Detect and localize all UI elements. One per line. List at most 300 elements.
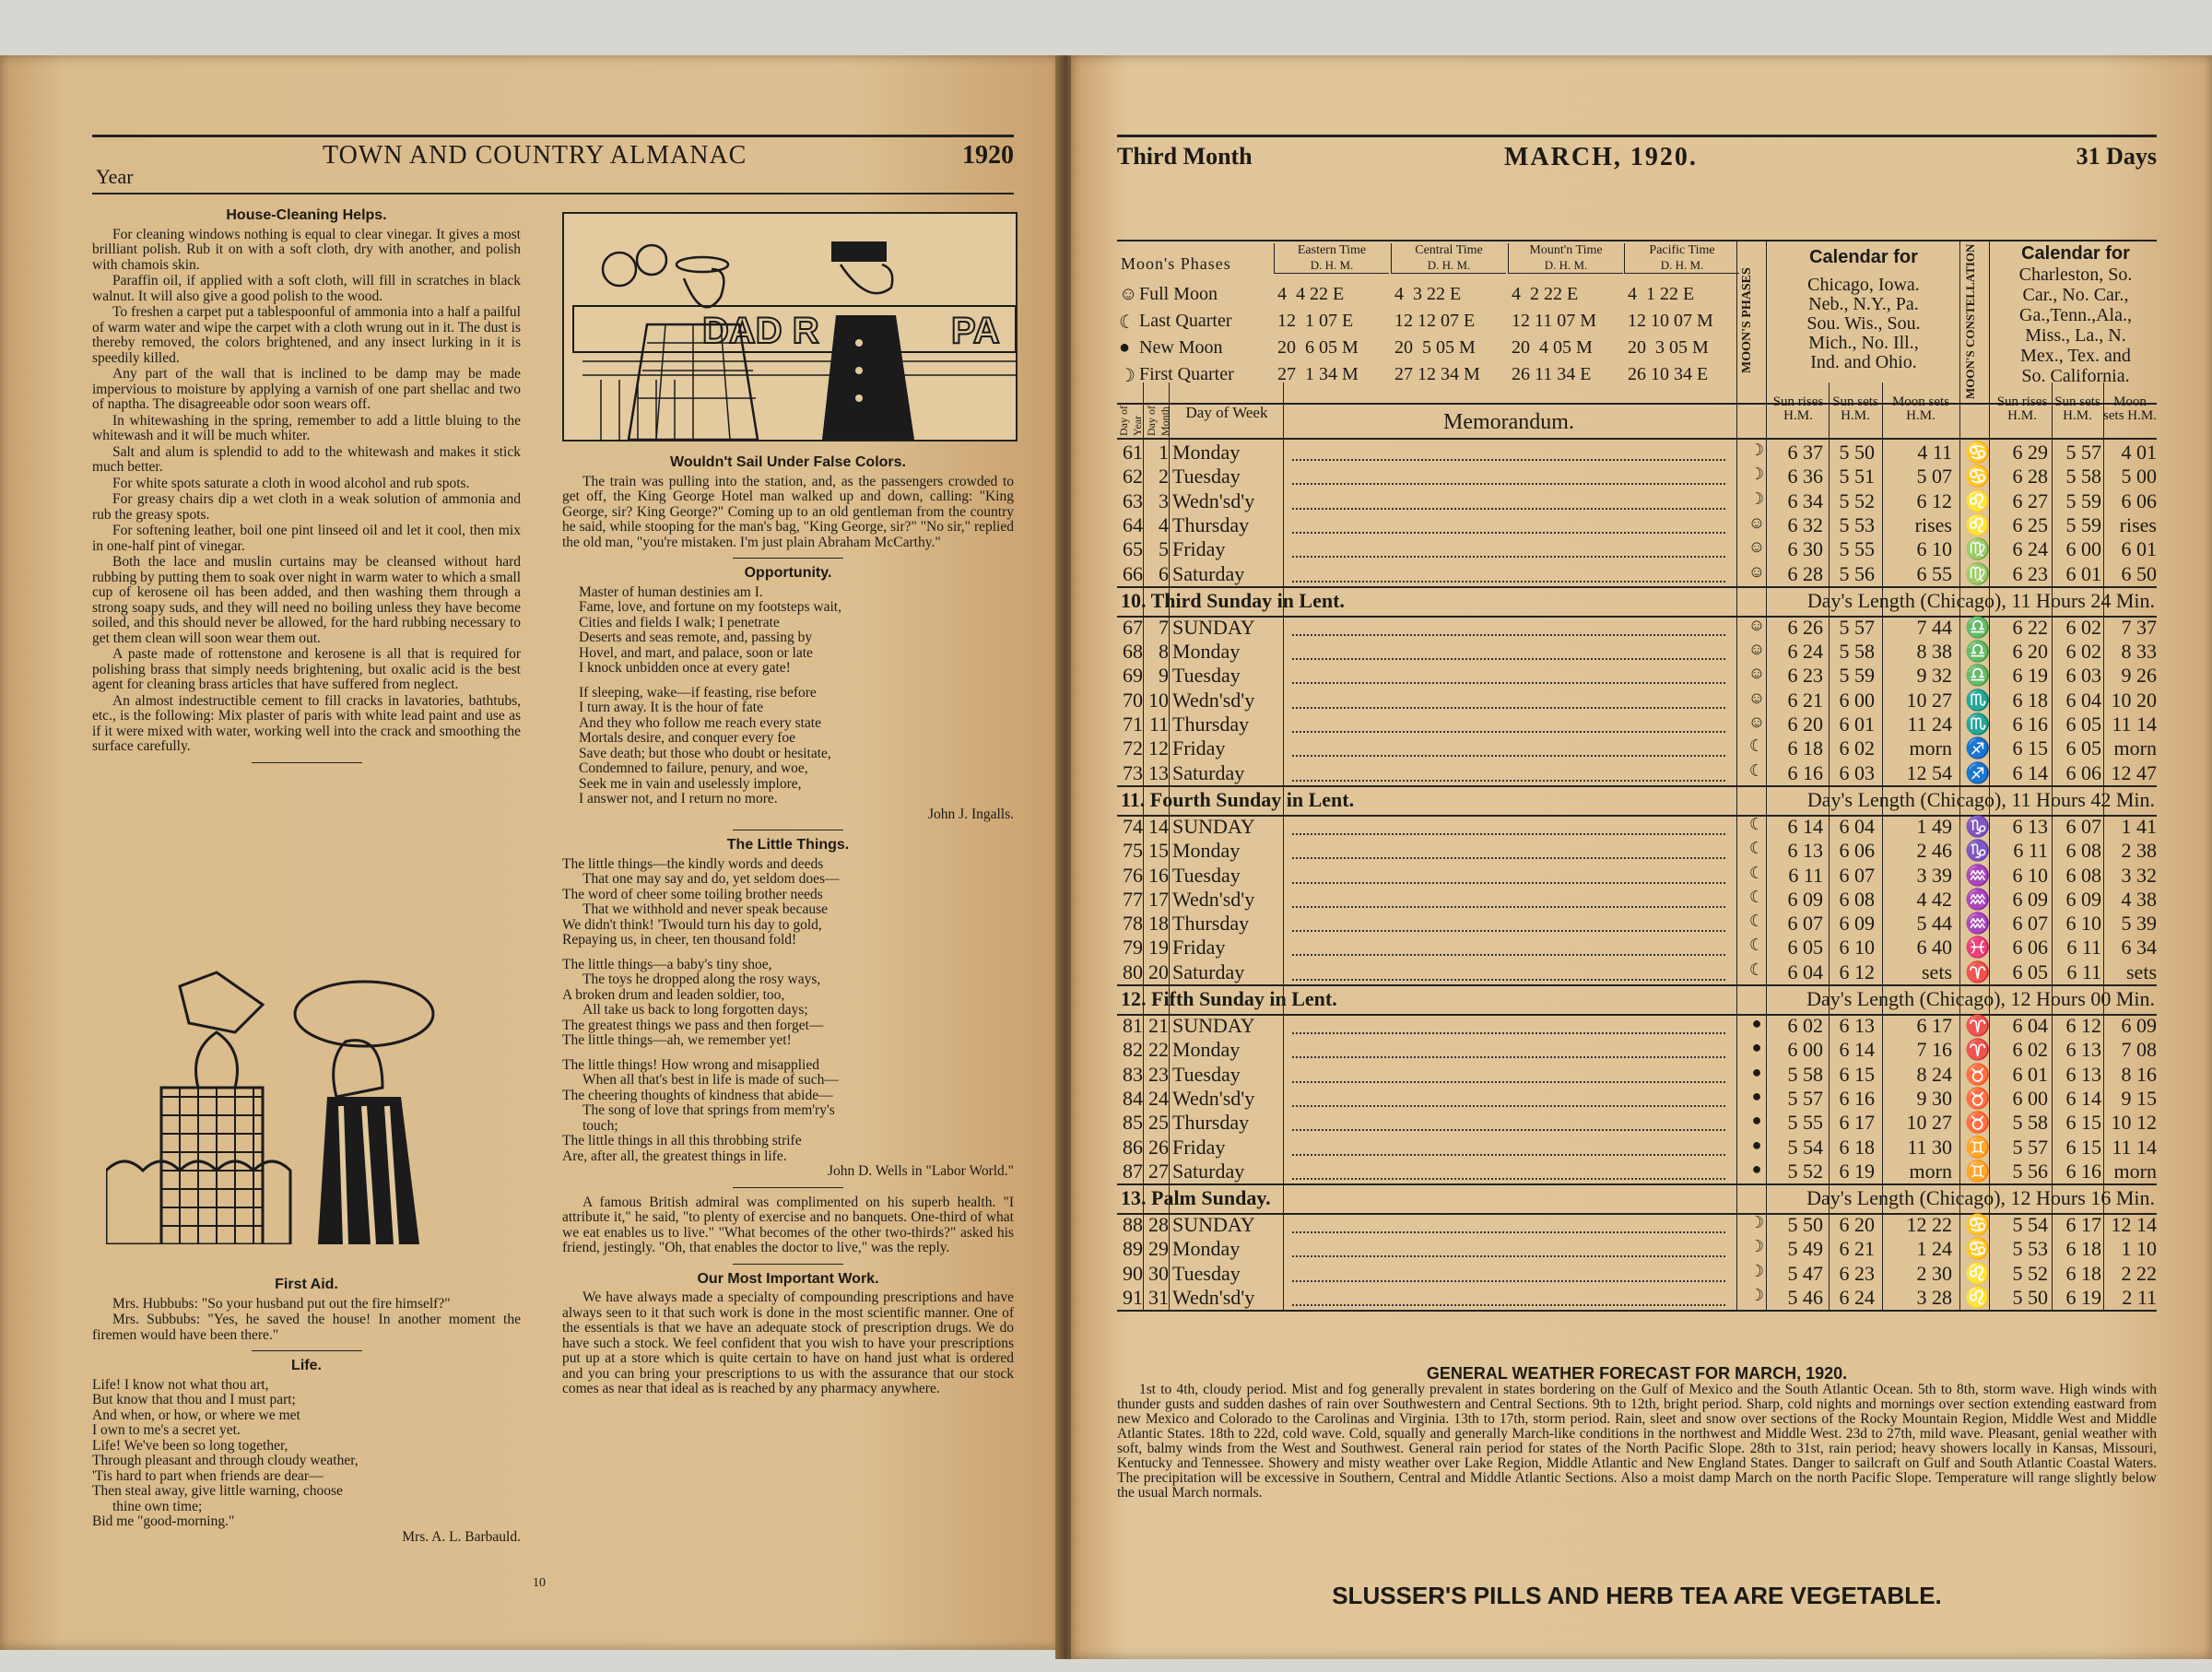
day-of-month: 14: [1148, 814, 1169, 838]
constellation: ♊: [1965, 1135, 1991, 1159]
region-line: Mich., No. Ill.,: [1808, 333, 1919, 353]
poem-line: Repaying us, in cheer, ten thousand fold!: [562, 932, 797, 948]
calendar-north-regions: [1771, 276, 1956, 372]
false-colors-text: The train was pulling into the station, and, as the passengers crowded to get off, the King George Hotel man walked up and down, calling: "King George, sir? King George?" Coming up to an old gentleman from the country he said, while stooping for the man's bag, "King George, sir?" "No sir," replied the old man, "you're mistaken. I'm just plain Abraham McCarthy.": [562, 473, 1014, 550]
calendar-row: [1117, 1160, 2157, 1183]
poem-line: I knock unbidden once at every gate!: [579, 660, 791, 676]
constellation: ♌: [1965, 1261, 1991, 1285]
poem-line: The little things—a baby's tiny shoe,: [562, 956, 772, 972]
moon-sets-south: 11 14: [2112, 1135, 2157, 1159]
moon-phase-icon: ☽: [1748, 1286, 1765, 1304]
sun-sets: 6 04: [1839, 814, 1875, 838]
moon-sets: rises: [1914, 512, 1952, 536]
poem-line: The little things in all this throbbing strife: [562, 1133, 802, 1148]
sun-rises: 6 07: [1787, 912, 1823, 936]
col-moon-sets-south: Moon sets H.M.: [2103, 394, 2157, 423]
zone-header: Central Time: [1391, 243, 1506, 258]
sun-sets-south: 6 03: [2065, 664, 2101, 688]
calendar-north: [1771, 247, 1956, 372]
sun-rises-south: 6 09: [2012, 887, 2048, 911]
moon-sets: 9 32: [1916, 664, 1952, 688]
moon-phase-time: 26 10 34 E: [1628, 364, 1709, 384]
moon-phase-time: 27 12 34 M: [1394, 364, 1480, 384]
day-length: Day's Length (Chicago), 12 Hours 00 Min.: [1806, 987, 2155, 1010]
cartoon-sign-text: DAD R: [702, 311, 819, 351]
poem-line: When all that's best in life is made of such—: [582, 1072, 839, 1088]
moon-phase-time: 20 6 05 M: [1277, 337, 1359, 358]
day-of-week: Saturday: [1172, 960, 1245, 983]
moon-sets: 2 30: [1916, 1261, 1952, 1285]
day-of-year: 62: [1123, 465, 1143, 489]
sun-sets: 6 09: [1839, 912, 1875, 936]
weather-forecast-text: 1st to 4th, cloudy period. Mist and fog generally prevalent in states bordering on the Gulf of Mexico and the South Atlantic Ocean. 5th to 8th, storm wave. High winds with thunder gusts and sudden dashes of rain over Southwestern and Central Sections. 9th to 12th, bright period. Sharp, cold nights and mornings over section extending eastward from new Mexico and Colorado to the Carolinas and Virginia. 13th to 17th, storm period. Rain, sleet and snow over sections of the Rocky Mountain Region, Middle West and Middle Atlantic States. 18th to 22d, cold wave. Cold, squally and generally March-like conditions in the northwest and Middle West. 23d to 27th, mild wave. Pleasant, genial weather with soft, balmy winds from the West and Southwest. General rain period for states of the North Pacific Slope. 28th to 31st, rain period; heavy showers locally in Kansas, Missouri, Kentucky and Tennessee. Showery and misty weather over Lake Region, Middle Atlantic and New England States. Danger to sailcraft on Gulf and South Atlantic Coastal Waters. The precipitation will be excessive in Southern, Central and Middle Atlantic Sections. Also a moist damp March on the north Pacific Slope. Temperature will range slightly below the usual March normals.: [1117, 1382, 2157, 1501]
day-of-year: 81: [1123, 1014, 1143, 1037]
constellation: ♒: [1965, 912, 1991, 936]
day-of-week: Monday: [1172, 1237, 1241, 1261]
day-of-year: 83: [1123, 1062, 1143, 1086]
moon-phase-icon: ☽: [1119, 366, 1135, 386]
day-of-week: Tuesday: [1172, 863, 1241, 887]
sun-sets-south: 6 18: [2065, 1261, 2101, 1285]
day-of-month: 15: [1148, 839, 1169, 863]
sun-rises: 6 37: [1787, 441, 1823, 464]
housecleaning-paragraph: Both the lace and muslin curtains may be cleansed without hard rubbing by putting them to soak over night in warm water to which a small cup of kerosene oil has been added, and then washing them through a strong soapy suds, and they will need no boiling unless they have become soiled, and this should never be allowed, for the hard rubbing necessary to get them clean will soon wear them out.: [92, 554, 521, 646]
moon-phase-icon: ☺: [1747, 615, 1766, 634]
sun-sets: 6 13: [1839, 1014, 1875, 1037]
day-of-week: Monday: [1172, 441, 1241, 464]
day-of-week: Wedn'sd'y: [1172, 887, 1255, 911]
admiral-anecdote: A famous British admiral was complimented on his superb health. "I attribute it," he said, "to plenty of exercise and no banquets. One-third of what we eat enables us to live." "What becomes of the other two-thirds?" asked his friend, jestingly. "Oh, that enables the doctor to live," was the reply.: [562, 1194, 1014, 1255]
moon-phase-time: 20 3 05 M: [1628, 337, 1709, 358]
divider: [252, 1350, 362, 1351]
divider: [1989, 241, 1990, 403]
day-of-week: Friday: [1172, 736, 1226, 760]
moon-phase-icon: ●: [1751, 1111, 1762, 1130]
zone-header: Pacific Time: [1624, 243, 1739, 258]
day-of-week: Saturday: [1172, 760, 1245, 784]
day-of-year: 75: [1123, 839, 1143, 863]
day-of-week: Friday: [1172, 1135, 1226, 1159]
col-day-week: Day of Week: [1185, 404, 1268, 421]
divider: [733, 1264, 843, 1265]
col-sun-rises: Sun rises H.M.: [1772, 394, 1824, 423]
poem-line: I answer not, and I return no more.: [579, 791, 778, 807]
sun-rises-south: 6 01: [2012, 1062, 2048, 1086]
sun-sets-south: 6 12: [2065, 1014, 2101, 1037]
dhm-label: D. H. M.: [1274, 258, 1389, 274]
calendar-row: [1117, 761, 2157, 785]
memo-line: [1292, 1222, 1725, 1233]
calendar-row: [1117, 1063, 2157, 1087]
moon-sets-south: 8 33: [2121, 640, 2157, 664]
sun-sets: 6 12: [1839, 960, 1875, 983]
day-of-month: 24: [1148, 1086, 1169, 1110]
day-of-year: 68: [1123, 640, 1143, 664]
moon-sets-south: 6 09: [2121, 1014, 2157, 1037]
constellation: ♎: [1965, 640, 1991, 664]
column-rule: [2052, 383, 2053, 1310]
little-things-title: The Little Things.: [726, 837, 850, 853]
moon-sets: morn: [1909, 736, 1952, 760]
left-page-header: [92, 135, 1014, 194]
calendar-north-title: Calendar for: [1809, 247, 1918, 267]
right-page: [1071, 55, 2212, 1659]
memo-line: [1292, 499, 1725, 510]
moon-phase-row: [1117, 284, 1736, 311]
zone-header: Mount'n Time: [1508, 243, 1623, 258]
region-line: Ga.,Tenn.,Ala.,: [2019, 305, 2132, 325]
moon-sets: 5 07: [1916, 465, 1952, 489]
moon-phase-time: 12 11 07 M: [1512, 311, 1597, 331]
sun-rises: 6 00: [1787, 1038, 1823, 1062]
moon-sets: sets: [1922, 960, 1952, 983]
day-of-year: 66: [1123, 561, 1143, 585]
memo-line: [1292, 771, 1725, 782]
sun-rises: 6 20: [1787, 712, 1823, 736]
opportunity-poem: [562, 585, 1014, 807]
sun-sets: 5 50: [1839, 441, 1875, 464]
day-of-month: 20: [1148, 960, 1169, 983]
sun-sets-south: 6 17: [2065, 1213, 2101, 1237]
day-of-year: 87: [1123, 1159, 1143, 1183]
page-number: 10: [533, 1576, 546, 1590]
sun-rises-south: 6 22: [2012, 615, 2048, 639]
divider: [733, 558, 843, 559]
poem-line: Fame, love, and fortune on my footsteps wait,: [579, 599, 841, 615]
memo-line: [1292, 1246, 1725, 1257]
poem-line: Condemned to failure, penury, and woe,: [579, 760, 808, 776]
poem-line: The little things! How wrong and misapplied: [562, 1056, 819, 1073]
day-of-month: 18: [1148, 912, 1169, 936]
sun-sets-south: 6 11: [2066, 936, 2101, 960]
day-of-year: 84: [1123, 1086, 1143, 1110]
day-of-week: Tuesday: [1172, 1062, 1241, 1086]
column-rule: [1169, 383, 1170, 1310]
day-of-year: 73: [1123, 760, 1143, 784]
stanza-gap: [562, 948, 1014, 958]
moon-sets: 6 12: [1916, 489, 1952, 512]
moon-sets-south: 12 47: [2111, 760, 2157, 784]
day-of-week: Thursday: [1172, 512, 1250, 536]
constellation: ♐: [1965, 760, 1991, 784]
housecleaning-paragraph: Any part of the wall that is inclined to be damp may be made impervious to moisture by applying a varnish of one part shellac and two of naptha. The disagreeable odor soon wears off.: [92, 366, 521, 412]
constellation: ♉: [1965, 1062, 1991, 1086]
day-of-year: 70: [1123, 688, 1143, 712]
col-day-year: Day of Year: [1117, 406, 1144, 436]
sun-rises: 5 47: [1787, 1261, 1823, 1285]
moon-sets-south: 8 16: [2121, 1062, 2157, 1086]
sun-sets: 6 10: [1839, 936, 1875, 960]
moon-sets: 1 24: [1916, 1237, 1952, 1261]
moon-sets: 10 27: [1906, 688, 1952, 712]
memo-line: [1292, 547, 1725, 558]
constellation: ♒: [1965, 887, 1991, 911]
memo-line: [1292, 722, 1725, 733]
moon-phase-icon: ☺: [1119, 284, 1138, 304]
sun-sets-south: 6 13: [2065, 1062, 2101, 1086]
day-of-year: 76: [1123, 863, 1143, 887]
calendar-row: [1117, 1014, 2157, 1038]
moon-sets-south: 4 01: [2121, 441, 2157, 464]
sun-sets-south: 6 09: [2065, 887, 2101, 911]
calendar-row: [1117, 689, 2157, 712]
sun-sets: 6 24: [1839, 1286, 1875, 1309]
moon-phase-time: 27 1 34 M: [1277, 364, 1359, 384]
day-of-month: 23: [1148, 1062, 1169, 1086]
sun-sets: 6 21: [1839, 1237, 1875, 1261]
day-of-month: 2: [1159, 465, 1169, 489]
sun-rises: 5 57: [1787, 1086, 1823, 1110]
poem-line: And when, or how, or where we met: [92, 1407, 300, 1423]
sun-sets: 5 59: [1839, 664, 1875, 688]
housecleaning-paragraph: An almost indestructible cement to fill cracks in lavatories, bathtubs, etc., is the following: Mix plaster of paris with white lead paint and use as if it were mixed with water, working well into the crack and smoothing the surface carefully.: [92, 692, 521, 754]
calendar-row: [1117, 489, 2157, 513]
col-moon-sets: Moon sets H.M.: [1891, 394, 1950, 423]
sun-rises-south: 6 07: [2012, 912, 2048, 936]
sun-rises: 5 54: [1787, 1135, 1823, 1159]
moon-phase-name: First Quarter: [1139, 364, 1234, 384]
memo-line: [1292, 1120, 1725, 1131]
day-of-week: Monday: [1172, 1038, 1241, 1062]
moon-sets: 10 27: [1906, 1111, 1952, 1135]
constellation: ♈: [1965, 1038, 1991, 1062]
left-page: [0, 55, 1060, 1650]
moon-sets: 8 24: [1916, 1062, 1952, 1086]
day-of-month: 28: [1148, 1213, 1169, 1237]
sun-sets-south: 6 15: [2065, 1111, 2101, 1135]
memo-line: [1292, 746, 1725, 757]
region-line: Neb., N.Y., Pa.: [1808, 294, 1919, 314]
calendar-row: [1117, 815, 2157, 839]
region-line: So. California.: [2021, 366, 2130, 386]
opportunity-title: Opportunity.: [744, 565, 832, 581]
almanac-title: TOWN AND COUNTRY ALMANAC: [323, 141, 747, 170]
constellation: ♉: [1965, 1111, 1991, 1135]
header-year: 1920: [962, 141, 1014, 170]
little-things-poem: [562, 857, 1014, 1165]
moon-sets-south: 6 34: [2121, 936, 2157, 960]
sun-rises: 6 21: [1787, 688, 1823, 712]
poem-line: That one may say and do, yet seldom does—: [582, 871, 840, 887]
moon-sets: 8 38: [1916, 640, 1952, 664]
constellation: ♓: [1965, 936, 1991, 960]
sun-rises: 6 24: [1787, 640, 1823, 664]
header-year-label: Year: [96, 165, 134, 188]
sun-sets-south: 6 05: [2065, 712, 2101, 736]
moon-phase-icon: ●: [1751, 1159, 1762, 1178]
memo-line: [1292, 897, 1725, 908]
moon-sets: 12 54: [1906, 760, 1952, 784]
calendar-row: [1117, 1213, 2157, 1237]
day-of-year: 77: [1123, 887, 1143, 911]
col-sun-sets: Sun sets H.M.: [1832, 394, 1878, 423]
constellation: ♒: [1965, 863, 1991, 887]
column-rule: [1989, 383, 1990, 1310]
calendar-header: [1117, 135, 2157, 174]
region-line: Miss., La., N.: [2025, 325, 2126, 346]
day-of-week: Tuesday: [1172, 1261, 1241, 1285]
sun-rises: 6 13: [1787, 839, 1823, 863]
calendar-row: [1117, 1237, 2157, 1261]
sun-rises-south: 6 24: [2012, 537, 2048, 561]
poem-line: Cities and fields I walk; I penetrate: [579, 614, 780, 630]
column-headings: [1117, 383, 2157, 440]
right-column-left-page: [562, 450, 1014, 1398]
moon-sets: 11 30: [1907, 1135, 1952, 1159]
sun-rises: 6 16: [1787, 760, 1823, 784]
calendar-row: [1117, 664, 2157, 688]
week-title: 10. Third Sunday in Lent.: [1121, 588, 1345, 612]
sun-sets: 5 55: [1839, 537, 1875, 561]
almanac-book: [0, 28, 2212, 1672]
sun-rises: 6 28: [1787, 561, 1823, 585]
moon-sets-south: 5 39: [2121, 912, 2157, 936]
moon-sets-south: 1 41: [2121, 814, 2157, 838]
poem-line: Are, after all, the greatest things in life.: [562, 1148, 787, 1164]
constellation: ♑: [1965, 814, 1991, 838]
day-of-month: 8: [1159, 640, 1169, 664]
sun-rises-south: 5 54: [2012, 1213, 2048, 1237]
sun-rises-south: 5 56: [2012, 1159, 2048, 1183]
moon-sets-south: 6 06: [2121, 489, 2157, 512]
moon-sets-south: 12 14: [2111, 1213, 2157, 1237]
moon-sets-south: 9 26: [2121, 664, 2157, 688]
poem-line: That we withhold and never speak because: [582, 901, 828, 917]
day-of-week: Friday: [1172, 537, 1226, 561]
sun-sets-south: 6 02: [2065, 640, 2101, 664]
day-of-month: 22: [1148, 1038, 1169, 1062]
region-line: Ind. and Ohio.: [1810, 352, 1917, 372]
day-of-year: 91: [1123, 1286, 1143, 1309]
housecleaning-paragraph: For greasy chairs dip a wet cloth in a weak solution of ammonia and rub the greasy spots.: [92, 491, 521, 523]
week-title: 13. Palm Sunday.: [1121, 1186, 1271, 1210]
poem-line: The cheering thoughts of kindness that abide—: [562, 1087, 833, 1103]
sun-sets: 5 51: [1839, 465, 1875, 489]
sun-rises-south: 5 57: [2012, 1135, 2048, 1159]
moon-sets-south: 5 00: [2121, 465, 2157, 489]
sun-sets-south: 6 08: [2065, 863, 2101, 887]
moon-phases-label: Moon's Phases: [1121, 254, 1231, 273]
sun-rises: 5 50: [1787, 1213, 1823, 1237]
calendar-row: [1117, 1262, 2157, 1286]
day-of-year: 69: [1123, 664, 1143, 688]
sun-sets: 6 06: [1839, 839, 1875, 863]
day-of-month: 3: [1159, 489, 1169, 512]
day-of-month: 10: [1148, 688, 1169, 712]
sun-rises: 5 46: [1787, 1286, 1823, 1309]
column-rule: [1829, 383, 1830, 1310]
day-of-month: 21: [1148, 1014, 1169, 1037]
moon-phase-icon: ☾: [1748, 736, 1765, 756]
sun-sets-south: 6 19: [2065, 1286, 2101, 1309]
moon-phase-time: 12 10 07 M: [1628, 311, 1713, 331]
moon-sets-south: rises: [2119, 512, 2157, 536]
memo-line: [1292, 945, 1725, 956]
day-of-week: Thursday: [1172, 912, 1250, 936]
moon-sets-south: 11 14: [2112, 712, 2157, 736]
moon-phase-icon: ☾: [1748, 960, 1765, 979]
col-sun-sets-south: Sun sets H.M.: [2054, 394, 2100, 423]
sun-sets: 6 20: [1839, 1213, 1875, 1237]
sun-rises-south: 5 58: [2012, 1111, 2048, 1135]
moon-phase-icon: ☾: [1119, 312, 1135, 333]
moon-phase-name: Last Quarter: [1139, 311, 1232, 331]
moon-sets: 6 17: [1916, 1014, 1952, 1037]
month-label: Third Month: [1117, 143, 1253, 170]
moon-phase-time: 4 4 22 E: [1277, 284, 1345, 304]
day-of-month: 30: [1148, 1261, 1169, 1285]
moon-phase-icon: ☽: [1748, 1213, 1765, 1232]
memo-line: [1292, 1295, 1725, 1306]
sun-rises: 6 26: [1787, 615, 1823, 639]
sun-sets: 5 52: [1839, 489, 1875, 512]
moon-phase-icon: ☾: [1748, 912, 1765, 931]
sun-rises-south: 6 27: [2012, 489, 2048, 512]
sun-rises-south: 6 18: [2012, 688, 2048, 712]
moon-sets-south: sets: [2126, 960, 2157, 983]
moon-phase-icon: ☺: [1747, 640, 1766, 659]
sun-sets: 5 56: [1839, 561, 1875, 585]
stanza-gap: [579, 677, 1014, 686]
day-of-month: 6: [1159, 561, 1169, 585]
weather-forecast-title: GENERAL WEATHER FORECAST FOR MARCH, 1920.: [1426, 1364, 1848, 1383]
poem-line: Then steal away, give little warning, choose: [92, 1483, 343, 1499]
day-of-week: Wedn'sd'y: [1172, 1086, 1255, 1110]
sun-rises-south: 6 19: [2012, 664, 2048, 688]
poem-line: I own to me's a secret yet.: [92, 1422, 241, 1438]
moon-phase-icon: ☽: [1748, 465, 1765, 484]
sun-sets: 5 53: [1839, 512, 1875, 536]
moon-sets: 7 16: [1916, 1038, 1952, 1062]
poem-line: We didn't think! 'Twould turn his day to gold,: [562, 916, 822, 933]
memo-line: [1292, 848, 1725, 859]
moon-phase-icon: ☽: [1748, 1237, 1765, 1256]
col-memorandum: Memorandum.: [1443, 410, 1574, 434]
day-of-year: 63: [1123, 489, 1143, 512]
sun-sets-south: 6 18: [2065, 1237, 2101, 1261]
sun-sets: 6 17: [1839, 1111, 1875, 1135]
sun-sets: 6 18: [1839, 1135, 1875, 1159]
sun-sets-south: 6 02: [2065, 615, 2101, 639]
housecleaning-section: [92, 203, 521, 771]
divider: [1959, 241, 1960, 403]
constellation: ♊: [1965, 1159, 1991, 1183]
constellation: ♍: [1965, 537, 1991, 561]
women-illustration-svg: [106, 968, 512, 1244]
moon-phase-time: 4 2 22 E: [1512, 284, 1579, 304]
sun-sets-south: 5 57: [2065, 441, 2101, 464]
sun-rises: 6 30: [1787, 537, 1823, 561]
moon-sets-south: 3 32: [2121, 863, 2157, 887]
day-of-year: 82: [1123, 1038, 1143, 1062]
day-of-week: Thursday: [1172, 1111, 1250, 1135]
column-rule: [1766, 383, 1767, 1310]
sun-rises-south: 6 20: [2012, 640, 2048, 664]
day-of-month: 11: [1148, 712, 1169, 736]
day-of-week: Monday: [1172, 839, 1241, 863]
memo-line: [1292, 1145, 1725, 1156]
moon-sets: 9 30: [1916, 1086, 1952, 1110]
constellation: ♌: [1965, 512, 1991, 536]
housecleaning-paragraph: For cleaning windows nothing is equal to clear vinegar. It gives a most brilliant polish. Rub it on with a soft cloth, dry with another, and polish with chamois skin.: [92, 226, 521, 273]
moon-phase-icon: ☾: [1748, 814, 1765, 833]
poem-line: The word of cheer some toiling brother needs: [562, 886, 823, 902]
day-of-week: Saturday: [1172, 561, 1245, 585]
memo-line: [1292, 523, 1725, 534]
divider: [733, 1187, 843, 1188]
sun-sets-south: 6 14: [2065, 1086, 2101, 1110]
day-of-year: 90: [1123, 1261, 1143, 1285]
